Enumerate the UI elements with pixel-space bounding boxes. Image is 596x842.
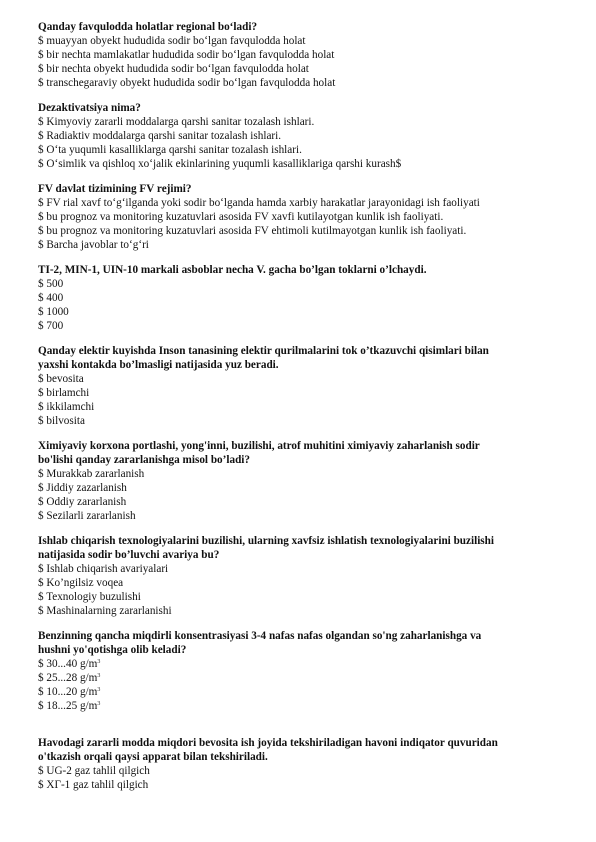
answer-option: $ 18...25 $g/m^3$ <box>38 700 101 712</box>
answer-option: $ Kimyoviy zararli moddalarga qarshi sanitar tozalash ishlari. <box>38 116 315 128</box>
answer-option: $ Ko’ngilsiz voqea <box>38 577 124 589</box>
question-line: o'tkazish orqali qaysi apparat bilan tekshiriladi. <box>38 751 268 763</box>
question-block <box>38 439 556 523</box>
question-block <box>38 20 556 90</box>
answer-option: $ bilvosita <box>38 415 85 427</box>
answer-option: $ UG-2 gaz tahlil qilgich <box>38 765 150 777</box>
answer-option: $ birlamchi <box>38 387 90 399</box>
answer-option: $ ikkilamchi <box>38 401 95 413</box>
answer-option: $ XГ-1 gaz tahlil qilgich <box>38 779 149 791</box>
question-text <box>38 629 556 657</box>
answer-option: $ Sezilarli zararlanish <box>38 510 136 522</box>
answer-option: $ bir nechta obyekt hududida sodir bo‘lgan favqulodda holat <box>38 63 309 75</box>
question-line: hushni yo'qotishga olib keladi? <box>38 644 187 656</box>
question-text <box>38 344 556 372</box>
question-block <box>38 736 556 792</box>
answer-option: $ muayyan obyekt hududida sodir bo‘lgan favqulodda holat <box>38 35 306 47</box>
answer-option: $ Jiddiy zazarlanish <box>38 482 127 494</box>
answer-option: $ bu prognoz va monitoring kuzatuvlari asosida FV xavfi kutilayotgan kunlik ish faoliyati. <box>38 211 444 223</box>
answer-option: $ O‘ta yuqumli kasalliklarga qarshi sanitar tozalash ishlari. <box>38 144 302 156</box>
question-line: Benzinning qancha miqdirli konsentrasiyasi 3-4 nafas nafas olgandan so'ng zaharlanishga va <box>38 630 482 642</box>
answer-option: $ O‘simlik va qishloq xo‘jalik ekinlarining yuqumli kasalliklariga qarshi kurash$ <box>38 158 402 170</box>
answer-option: $ bir nechta mamlakatlar hududida sodir bo‘lgan favqulodda holat <box>38 49 335 61</box>
question-block <box>38 182 556 252</box>
question-line: natijasida sodir bo’luvchi avariya bu? <box>38 549 220 561</box>
question-text <box>38 736 556 764</box>
answer-option: $ bu prognoz va monitoring kuzatuvlari asosida FV ehtimoli kutilmayotgan kunlik ish faoliyati. <box>38 225 467 237</box>
question-line: Ishlab chiqarish texnologiyalarini buzilishi, ularning xavfsiz ishlatish texnologiyalarini buzilishi <box>38 535 494 547</box>
unit-superscript: 3 <box>97 673 101 679</box>
answer-option: $ Barcha javoblar to‘g‘ri <box>38 239 149 251</box>
question-line: bo'lishi qanday zararlanishga misol bo’ladi? <box>38 454 250 466</box>
answer-option: $ 30...40 $g/m^3$ <box>38 658 101 670</box>
question-line: Qanday elektir kuyishda Inson tanasining elektir qurilmalarini tok o’tkazuvchi qisimlari bilan <box>38 345 489 357</box>
question-text <box>38 439 556 467</box>
answer-option: $ Radiaktiv moddalarga qarshi sanitar tozalash ishlari. <box>38 130 282 142</box>
answer-option: $ FV rial xavf to‘g‘ilganda yoki sodir bo‘lganda hamda xarbiy harakatlar jarayonidagi ish faoliyati <box>38 197 480 209</box>
answer-option: $ Murakkab zararlanish <box>38 468 145 480</box>
answer-option: $ 25...28 $g/m^3$ <box>38 672 101 684</box>
answer-option: $ 500 <box>38 278 64 290</box>
question-block <box>38 629 556 713</box>
answer-option: $ 400 <box>38 292 64 304</box>
answer-option: $ Ishlab chiqarish avariyalari <box>38 563 169 575</box>
question-line: Ximiyaviy korxona portlashi, yong'inni, buzilishi, atrof muhitini ximiyaviy zaharlanish sodir <box>38 440 480 452</box>
question-text: Qanday favqulodda holatlar regional bo‘ladi? <box>38 21 258 33</box>
unit-superscript: 3 <box>97 687 101 693</box>
question-block <box>38 534 556 618</box>
unit-superscript: 3 <box>97 701 101 707</box>
question-text <box>38 534 556 562</box>
unit-superscript: 3 <box>97 659 101 665</box>
question-line: yaxshi kontakda bo’lmasligi natijasida yuz beradi. <box>38 359 279 371</box>
question-text: TI-2, MIN-1, UIN-10 markali asboblar necha V. gacha bo’lgan toklarni o’lchaydi. <box>38 264 427 276</box>
answer-option: $ 10...20 $g/m^3$ <box>38 686 101 698</box>
answer-option: $ 700 <box>38 320 64 332</box>
question-block <box>38 344 556 428</box>
answer-option: $ Oddiy zararlanish <box>38 496 127 508</box>
answer-option: $ Texnologiy buzulishi <box>38 591 141 603</box>
question-line: Havodagi zararli modda miqdori bevosita ish joyida tekshiriladigan havoni indiqator quvuridan <box>38 737 498 749</box>
answer-option: $ 1000 <box>38 306 69 318</box>
question-text: FV davlat tizimining FV rejimi? <box>38 183 192 195</box>
answer-option: $ bevosita <box>38 373 84 385</box>
question-block <box>38 263 556 333</box>
question-block <box>38 101 556 171</box>
answer-option: $ Mashinalarning zararlanishi <box>38 605 172 617</box>
question-text: Dezaktivatsiya nima? <box>38 102 141 114</box>
blank-line <box>38 724 556 736</box>
answer-option: $ transchegaraviy obyekt hududida sodir bo‘lgan favqulodda holat <box>38 77 336 89</box>
